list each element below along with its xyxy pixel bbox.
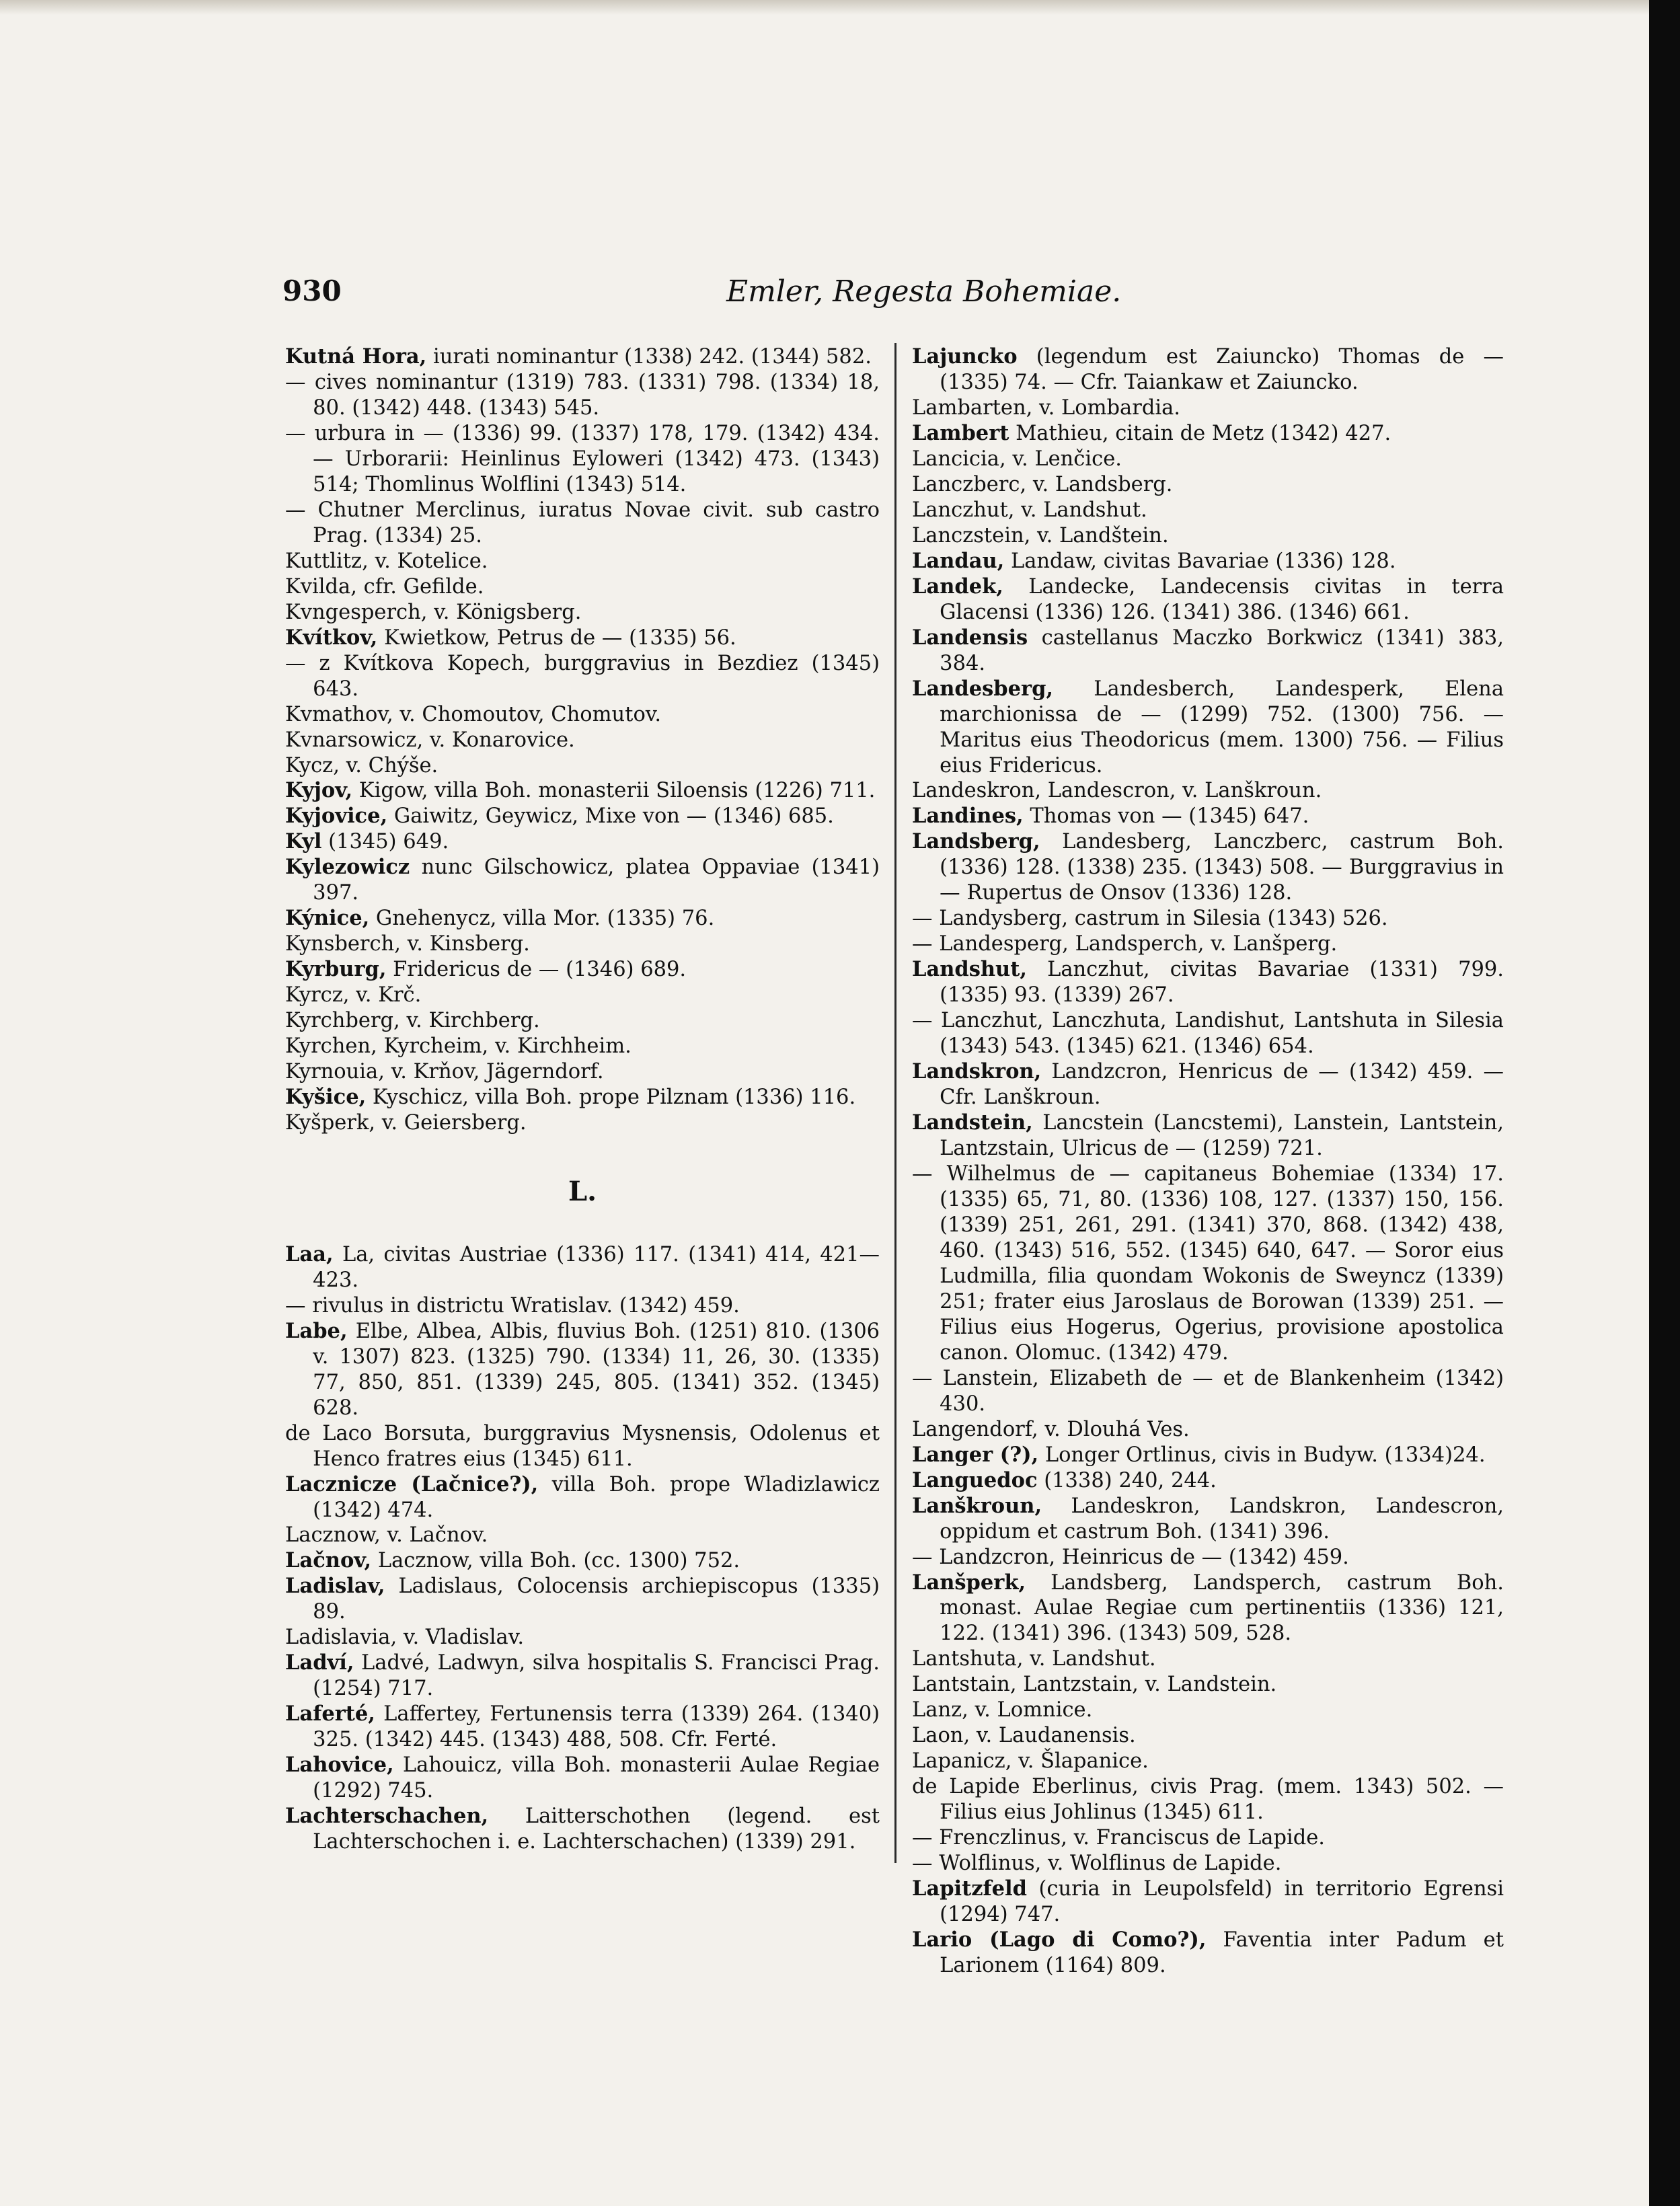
index-entry: [912, 523, 1504, 549]
entry-text: — Landysberg, castrum in Silesia (1343) 526.: [912, 907, 1388, 931]
entry-text: Landaw, civitas Bavariae (1336) 128.: [1004, 549, 1396, 573]
entry-text: Kyrchberg, v. Kirchberg.: [285, 1009, 540, 1033]
index-entry: [285, 549, 880, 574]
entry-headword: Landsberg,: [912, 829, 1040, 854]
entry-text: Gaiwitz, Geywicz, Mixe von — (1346) 685.: [387, 804, 834, 829]
entry-headword: Labe,: [285, 1318, 348, 1343]
index-entry: [912, 778, 1504, 804]
entry-headword: Laa,: [285, 1242, 334, 1266]
index-entry: [285, 1085, 880, 1110]
entry-text: Kyschicz, villa Boh. prope Pilznam (1336) 116.: [366, 1086, 856, 1110]
index-entry: [285, 651, 880, 702]
entry-text: Lacznow, villa Boh. (cc. 1300) 752.: [371, 1549, 740, 1573]
index-entry: [912, 1008, 1504, 1059]
index-entry: [912, 1545, 1504, 1570]
index-entry: [285, 1702, 880, 1753]
index-entry: [285, 1293, 880, 1319]
index-entry: [285, 957, 880, 983]
running-title: Emler, Regesta Bohemiae.: [726, 274, 1122, 309]
index-entry: [912, 957, 1504, 1008]
entry-text: Landzcron, Henricus de — (1342) 459. — Cfr. Lanškroun.: [940, 1060, 1504, 1110]
entry-text: — rivulus in districtu Wratislav. (1342) 459.: [285, 1293, 740, 1318]
entry-text: Kigow, villa Boh. monasterii Siloensis (1226) 711.: [352, 779, 876, 803]
index-entry: [912, 1672, 1504, 1698]
index-entry: [285, 855, 880, 906]
entry-text: (1345) 649.: [321, 830, 449, 854]
entry-text: Lantshuta, v. Landshut.: [912, 1647, 1156, 1671]
entry-text: Ladislavia, v. Vladislav.: [285, 1626, 525, 1650]
entry-text: Elbe, Albea, Albis, fluvius Boh. (1251) 810. (1306 v. 1307) 823. (1325) 790. (1334) 11, 26, 30. (1335) 77, 850, 851. (1339) 245, 805. (1341) 352. (1345) 628.: [313, 1319, 880, 1420]
entry-text: Lahouicz, villa Boh. monasterii Aulae Regiae (1292) 745.: [313, 1753, 880, 1803]
entry-headword: Landshut,: [912, 957, 1027, 982]
entry-text: Landesberch, Landesperk, Elena marchionissa de — (1299) 752. (1300) 756. — Maritus eius Theodoricus (mem. 1300) 756. — Filius eius Fridericus.: [940, 677, 1504, 777]
entry-text: — urbura in — (1336) 99. (1337) 178, 179. (1342) 434. — Urborarii: Heinlinus Eyloweri (1342) 473. (1343) 514; Thomlinus Wolflini (1343) 514.: [285, 421, 880, 496]
index-entry: [912, 677, 1504, 779]
entry-text: Thomas von — (1345) 647.: [1023, 804, 1309, 829]
index-entry: [912, 906, 1504, 931]
index-entry: [285, 728, 880, 753]
index-entry: [285, 370, 880, 421]
entry-headword: Lachterschachen,: [285, 1804, 489, 1829]
index-entry: [285, 906, 880, 931]
index-entry: [912, 1570, 1504, 1647]
index-entry: [912, 1494, 1504, 1545]
entry-text: — Landzcron, Heinricus de — (1342) 459.: [912, 1545, 1349, 1569]
index-entry: [912, 1851, 1504, 1876]
entry-text: Kwietkow, Petrus de — (1335) 56.: [377, 625, 736, 650]
entry-text: Lantstain, Lantzstain, v. Landstein.: [912, 1673, 1277, 1697]
entry-text: Lanczstein, v. Landštein.: [912, 523, 1169, 547]
scan-right-border: [1649, 0, 1680, 2206]
entry-headword: Landstein,: [912, 1110, 1033, 1135]
entry-text: — Chutner Merclinus, iuratus Novae civit. sub castro Prag. (1334) 25.: [285, 498, 880, 547]
index-entry: [285, 574, 880, 600]
index-entry: [912, 344, 1504, 395]
entry-text: (legendum est Zaiuncko) Thomas de — (1335) 74. — Cfr. Taiankaw et Zaiuncko.: [940, 345, 1504, 394]
entry-text: Lancstein (Lancstemi), Lanstein, Lantstein, Lantzstain, Ulricus de — (1259) 721.: [940, 1111, 1504, 1161]
entry-text: — Wolflinus, v. Wolflinus de Lapide.: [912, 1852, 1282, 1876]
entry-text: Kvngesperch, v. Königsberg.: [285, 600, 582, 624]
entry-text: Fridericus de — (1346) 689.: [386, 958, 687, 982]
entry-text: Kvilda, cfr. Gefilde.: [285, 574, 484, 599]
index-entry: [285, 1034, 880, 1059]
index-entry: [285, 1472, 880, 1523]
entry-text: (1338) 240, 244.: [1037, 1468, 1217, 1492]
index-entry: [285, 753, 880, 779]
index-entry: [912, 472, 1504, 498]
entry-headword: Lajuncko: [912, 344, 1018, 369]
entry-text: Kynsberch, v. Kinsberg.: [285, 932, 530, 956]
entry-headword: Landines,: [912, 804, 1024, 829]
index-entry: [912, 804, 1504, 829]
entry-headword: Kutná Hora,: [285, 344, 427, 369]
entry-text: Gnehenycz, villa Mor. (1335) 76.: [369, 907, 715, 931]
entry-headword: Kvítkov,: [285, 625, 378, 650]
index-entry: [285, 1008, 880, 1034]
index-entry: [912, 1366, 1504, 1417]
index-entry: [285, 600, 880, 625]
entry-list-k: [285, 344, 880, 1136]
entry-text: iurati nominantur (1338) 242. (1344) 582.: [426, 345, 872, 369]
entry-headword: Landskron,: [912, 1059, 1042, 1084]
entry-headword: Lanškroun,: [912, 1493, 1042, 1518]
index-entry: [912, 1646, 1504, 1672]
entry-text: villa Boh. prope Wladizlawicz (1342) 474.: [313, 1472, 880, 1522]
index-entry: [912, 1468, 1504, 1494]
entry-text: Mathieu, citain de Metz (1342) 427.: [1009, 421, 1391, 445]
entry-headword: Laferté,: [285, 1702, 375, 1726]
entry-text: — Landesperg, Landsperch, v. Lanšperg.: [912, 932, 1338, 956]
entry-text: — Lanstein, Elizabeth de — et de Blankenheim (1342) 430.: [912, 1366, 1504, 1416]
entry-text: Laffertey, Fertunensis terra (1339) 264. (1340) 325. (1342) 445. (1343) 488, 508. Cfr. Ferté.: [313, 1702, 880, 1752]
index-entry: [912, 829, 1504, 906]
entry-text: Lacznow, v. Lačnov.: [285, 1523, 488, 1548]
index-entry: [912, 574, 1504, 625]
entry-text: Kycz, v. Chýše.: [285, 753, 438, 777]
entry-headword: Kyšice,: [285, 1085, 367, 1110]
entry-text: — Lanczhut, Lanczhuta, Landishut, Lantshuta in Silesia (1343) 543. (1345) 621. (1346) 654.: [912, 1009, 1504, 1059]
entry-headword: Ladví,: [285, 1650, 354, 1675]
entry-headword: Ladislav,: [285, 1574, 385, 1599]
index-entry: [912, 1417, 1504, 1443]
right-column: [912, 344, 1504, 1979]
index-entry: [285, 1110, 880, 1136]
entry-text: Lambarten, v. Lombardia.: [912, 395, 1180, 420]
entry-text: Landeskron, Landescron, v. Lanškroun.: [912, 779, 1322, 803]
entry-text: Ladislaus, Colocensis archiepiscopus (1335) 89.: [313, 1574, 880, 1624]
entry-text: Landecke, Landecensis civitas in terra Glacensi (1336) 126. (1341) 386. (1346) 661.: [940, 574, 1504, 624]
index-entry: [285, 1625, 880, 1650]
entry-headword: Landek,: [912, 574, 1003, 599]
entry-text: — cives nominantur (1319) 783. (1331) 798. (1334) 18, 80. (1342) 448. (1343) 545.: [285, 370, 880, 420]
entry-text: Longer Ortlinus, civis in Budyw. (1334)24.: [1038, 1443, 1486, 1467]
entry-text: Ladvé, Ladwyn, silva hospitalis S. Francisci Prag. (1254) 717.: [313, 1651, 880, 1701]
entry-headword: Lario (Lago di Como?),: [912, 1928, 1207, 1952]
index-entry: [285, 1650, 880, 1702]
entry-text: Lanczberc, v. Landsberg.: [912, 472, 1173, 496]
index-entry: [912, 1162, 1504, 1366]
entry-headword: Languedoc: [912, 1468, 1038, 1492]
index-entry: [285, 344, 880, 370]
entry-text: Lapanicz, v. Šlapanice.: [912, 1749, 1149, 1774]
entry-text: — Wilhelmus de — capitaneus Bohemiae (1334) 17. (1335) 65, 71, 80. (1336) 108, 127. (1337) 150, 156. (1339) 251, 261, 291. (1341) 370, 868. (1342) 438, 460. (1343) 516, 552. (1345) 640, 647. — Soror eius Ludmilla, filia quondam Wokonis de Sweyncz (1339) 251; frater eius Jaroslaus de Borowan (1339) 251. — Filius eius Hogerus, Ogerius, provisione apostolica canon. Olomuc. (1342) 479.: [912, 1162, 1504, 1365]
index-entry: [285, 625, 880, 651]
entry-text: de Laco Borsuta, burggravius Mysnensis, Odolenus et Henco fratres eius (1345) 611.: [285, 1421, 880, 1471]
entry-headword: Lanšperk,: [912, 1570, 1026, 1595]
entry-headword: Landensis: [912, 625, 1028, 650]
index-entry: [285, 804, 880, 829]
index-entry: [285, 1421, 880, 1472]
entry-headword: Kylezowicz: [285, 855, 410, 880]
entry-text: Langendorf, v. Dlouhá Ves.: [912, 1417, 1190, 1441]
index-entry: [912, 1443, 1504, 1468]
entry-headword: Kýnice,: [285, 906, 370, 931]
entry-text: Kyrnouia, v. Krňov, Jägerndorf.: [285, 1060, 604, 1084]
index-entry: [285, 1059, 880, 1085]
index-entry: [912, 1876, 1504, 1928]
entry-list-right: [912, 344, 1504, 1979]
index-entry: [912, 1825, 1504, 1851]
entry-text: nunc Gilschowicz, platea Oppaviae (1341) 397.: [313, 855, 880, 905]
entry-text: Lanz, v. Lomnice.: [912, 1698, 1093, 1722]
entry-text: Kyrchen, Kyrcheim, v. Kirchheim.: [285, 1034, 632, 1059]
index-entry: [285, 1319, 880, 1421]
index-entry: [912, 1110, 1504, 1162]
entry-text: Landesberg, Lanczberc, castrum Boh. (1336) 128. (1338) 235. (1343) 508. — Burggravius in — Rupertus de Onsov (1336) 128.: [940, 830, 1504, 905]
entry-text: Kyšperk, v. Geiersberg.: [285, 1111, 527, 1135]
index-entry: [285, 931, 880, 957]
entry-headword: Kyjovice,: [285, 804, 388, 829]
entry-text: Laitterschothen (legend. est Lachterschochen i. e. Lachterschachen) (1339) 291.: [313, 1804, 880, 1854]
index-entry: [912, 1749, 1504, 1774]
entry-text: Landeskron, Landskron, Landescron, oppidum et castrum Boh. (1341) 396.: [940, 1494, 1504, 1544]
index-entry: [912, 931, 1504, 957]
entry-headword: Lacznicze (Lačnice?),: [285, 1472, 539, 1496]
entry-text: Lancicia, v. Lenčice.: [912, 447, 1122, 471]
index-entry: [912, 498, 1504, 523]
column-divider: [894, 343, 896, 1863]
entry-text: La, civitas Austriae (1336) 117. (1341) 414, 421—423.: [313, 1242, 880, 1292]
entry-text: Lanczhut, civitas Bavariae (1331) 799. (1335) 93. (1339) 267.: [940, 958, 1504, 1007]
entry-headword: Lahovice,: [285, 1753, 394, 1778]
entry-text: Kyrcz, v. Krč.: [285, 983, 422, 1007]
index-entry: [285, 1804, 880, 1855]
index-entry: [285, 421, 880, 498]
index-entry: [285, 829, 880, 855]
entry-list-l: [285, 1242, 880, 1855]
entry-headword: Landau,: [912, 548, 1005, 573]
index-entry: [912, 395, 1504, 421]
entry-text: Kvmathov, v. Chomoutov, Chomutov.: [285, 702, 662, 726]
entry-headword: Kyjov,: [285, 778, 353, 803]
index-entry: [285, 702, 880, 728]
entry-text: de Lapide Eberlinus, civis Prag. (mem. 1343) 502. — Filius eius Johlinus (1345) 611.: [912, 1775, 1504, 1825]
entry-text: Laon, v. Laudanensis.: [912, 1724, 1136, 1748]
index-entry: [285, 498, 880, 549]
index-entry: [285, 1242, 880, 1293]
entry-text: Landsberg, Landsperch, castrum Boh. monast. Aulae Regiae cum pertinentiis (1336) 121, 122. (1341) 396. (1343) 509, 528.: [940, 1570, 1504, 1646]
index-entry: [912, 1928, 1504, 1979]
index-entry: [912, 421, 1504, 447]
entry-text: castellanus Maczko Borkwicz (1341) 383, 384.: [940, 625, 1504, 675]
index-entry: [912, 1723, 1504, 1749]
index-entry: [912, 447, 1504, 472]
entry-headword: Landesberg,: [912, 676, 1054, 701]
entry-headword: Kyl: [285, 829, 322, 854]
index-entry: [285, 1574, 880, 1625]
index-entry: [912, 625, 1504, 677]
entry-text: Kvnarsowicz, v. Konarovice.: [285, 728, 575, 752]
left-column: [285, 344, 880, 1855]
entry-headword: Lačnov,: [285, 1548, 372, 1573]
entry-text: Lanczhut, v. Landshut.: [912, 498, 1147, 522]
index-entry: [285, 1548, 880, 1574]
entry-text: (curia in Leupolsfeld) in territorio Egrensi (1294) 747.: [940, 1877, 1504, 1927]
index-entry: [912, 549, 1504, 574]
entry-headword: Kyrburg,: [285, 957, 387, 982]
entry-text: Kuttlitz, v. Kotelice.: [285, 549, 488, 573]
index-entry: [285, 983, 880, 1008]
index-entry: [285, 1523, 880, 1548]
entry-text: Faventia inter Padum et Larionem (1164) 809.: [940, 1928, 1504, 1978]
index-entry: [912, 1698, 1504, 1723]
index-entry: [912, 1059, 1504, 1110]
scan-top-shadow: [0, 0, 1680, 15]
entry-text: — Frenczlinus, v. Franciscus de Lapide.: [912, 1826, 1326, 1850]
section-letter: L.: [568, 1176, 597, 1208]
entry-headword: Lambert: [912, 420, 1009, 445]
index-entry: [285, 778, 880, 804]
entry-headword: Lapitzfeld: [912, 1876, 1027, 1901]
entry-text: — z Kvítkova Kopech, burggravius in Bezdiez (1345) 643.: [285, 651, 880, 701]
entry-headword: Langer (?),: [912, 1442, 1039, 1467]
index-entry: [285, 1753, 880, 1804]
page-number: 930: [282, 274, 342, 307]
index-entry: [912, 1774, 1504, 1825]
